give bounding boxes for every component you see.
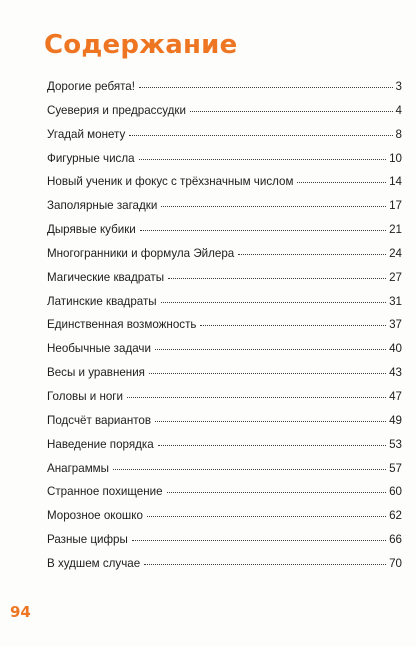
toc-entry-title: Анаграммы [47,461,109,475]
toc-entry-title: Весы и уравнения [47,366,145,380]
dot-leader [190,111,393,112]
toc-entry-page: 8 [395,127,402,141]
toc-entry-page: 4 [395,103,402,117]
dot-leader [238,254,386,255]
page-number: 94 [10,603,31,621]
dot-leader [200,325,386,326]
toc-entry [47,433,402,457]
toc-entry-page: 60 [389,485,402,499]
dot-leader [129,135,392,136]
toc-entry-title: Угадай монету [47,127,126,141]
dot-leader [155,349,386,350]
dot-leader [139,87,393,88]
toc-entry [47,218,402,242]
dot-leader [161,206,386,207]
page-title: Содержание [44,30,238,60]
dot-leader [132,540,386,541]
toc-entry-page: 27 [389,270,402,284]
toc-entry-title: В худшем случае [47,556,141,570]
toc-entry-title: Единственная возможность [47,318,197,332]
toc-entry [47,266,402,290]
toc-entry-title: Подсчёт вариантов [47,413,152,427]
toc-entry [47,123,402,147]
toc-entry [47,242,402,266]
toc-entry-page: 40 [389,342,402,356]
toc-entry [47,194,402,218]
toc-entry-title: Магические квадраты [47,270,165,284]
toc-entry-title: Многогранники и формула Эйлера [47,246,235,260]
toc-entry-page: 10 [389,151,402,165]
toc-entry-page: 14 [389,175,402,189]
toc-entry [47,409,402,433]
toc-entry-title: Наведение порядка [47,437,154,451]
toc-entry-title: Головы и ноги [47,389,124,403]
dot-leader [149,373,386,374]
table-of-contents [47,75,402,576]
dot-leader [155,421,386,422]
toc-entry [47,313,402,337]
toc-entry-page: 49 [389,413,402,427]
toc-entry-page: 47 [389,389,402,403]
toc-entry-title: Дорогие ребята! [47,80,135,93]
toc-entry [47,290,402,314]
toc-entry-title: Морозное окошко [47,509,143,523]
toc-entry [47,170,402,194]
dot-leader [297,182,386,183]
dot-leader [113,469,386,470]
toc-entry-title: Латинские квадраты [47,294,157,308]
toc-entry-page: 66 [389,533,402,547]
toc-entry-title: Новый ученик и фокус с трёхзначным числом [47,175,294,189]
toc-entry-title: Разные цифры [47,533,128,547]
toc-entry [47,552,402,576]
toc-entry-title: Необычные задачи [47,342,151,356]
dot-leader [167,492,387,493]
toc-entry-page: 70 [389,556,402,570]
toc-entry [47,75,402,99]
toc-entry [47,361,402,385]
toc-entry [47,480,402,504]
toc-entry [47,147,402,171]
toc-entry-page: 53 [389,437,402,451]
toc-entry-page: 37 [389,318,402,332]
dot-leader [139,159,387,160]
dot-leader [144,564,386,565]
toc-entry-title: Странное похищение [47,485,163,499]
dot-leader [168,278,386,279]
toc-entry [47,337,402,361]
toc-entry-title: Дырявые кубики [47,223,136,237]
toc-entry-title: Фигурные числа [47,151,135,165]
toc-entry-title: Суеверия и предрассудки [47,103,186,117]
toc-entry-page: 3 [395,80,402,93]
dot-leader [140,230,386,231]
toc-entry-page: 43 [389,366,402,380]
toc-entry-page: 21 [389,223,402,237]
toc-entry-page: 57 [389,461,402,475]
toc-entry [47,99,402,123]
dot-leader [127,397,386,398]
toc-entry [47,528,402,552]
toc-entry [47,504,402,528]
dot-leader [158,445,386,446]
toc-entry-page: 62 [389,509,402,523]
dot-leader [161,302,386,303]
dot-leader [147,516,386,517]
toc-entry [47,385,402,409]
toc-entry [47,457,402,481]
toc-entry-page: 17 [389,199,402,213]
toc-entry-page: 31 [389,294,402,308]
toc-entry-title: Заполярные загадки [47,199,158,213]
toc-entry-page: 24 [389,246,402,260]
